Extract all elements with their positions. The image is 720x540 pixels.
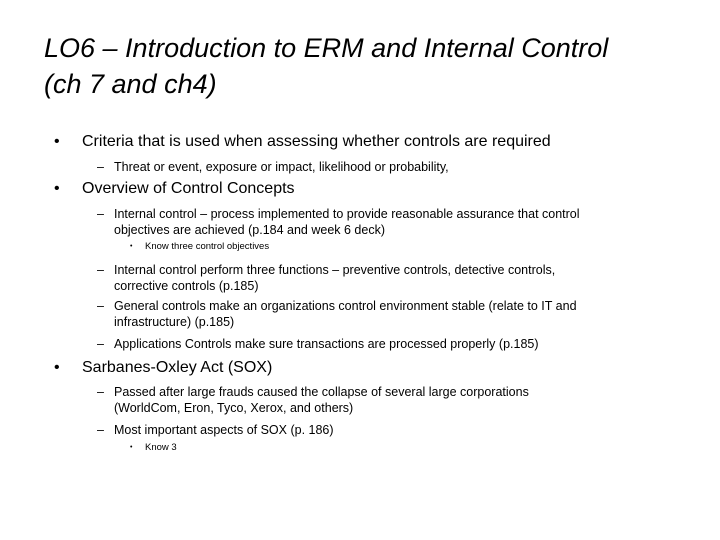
sub-bullet-general-controls-line-1: General controls make an organizations control environment stable (relate to IT and [114, 299, 577, 313]
sub-bullet-application-controls-text: Applications Controls make sure transactions are processed properly (p.185) [114, 337, 539, 351]
sub-bullet-passed-line-2: (WorldCom, Eron, Tyco, Xerox, and others) [114, 401, 354, 415]
sub-bullet-threat-text: Threat or event, exposure or impact, likelihood or probability, [114, 160, 449, 174]
bullet-dot-icon: • [54, 133, 60, 150]
sub-bullet-three-functions-line-2: corrective controls (p.185) [114, 279, 259, 293]
bullet-dot-icon: • [130, 444, 133, 451]
sub-bullet-passed-line-1: Passed after large frauds caused the collapse of several large corporations [114, 385, 529, 399]
slide-title-line-2: (ch 7 and ch4) [44, 69, 217, 99]
slide-title-line-1: LO6 – Introduction to ERM and Internal Control [44, 33, 609, 63]
sub-bullet-aspects-text: Most important aspects of SOX (p. 186) [114, 423, 334, 437]
dash-icon: – [97, 337, 104, 351]
bullet-overview-text: Overview of Control Concepts [82, 180, 295, 197]
sub-bullet-general-controls-line-2: infrastructure) (p.185) [114, 315, 235, 329]
bullet-dot-icon: • [54, 180, 60, 197]
dash-icon: – [97, 160, 104, 174]
dash-icon: – [97, 207, 104, 221]
bullet-sox-text: Sarbanes-Oxley Act (SOX) [82, 359, 273, 376]
bullet-dot-icon: • [130, 243, 133, 250]
sub-sub-bullet-know-3-text: Know 3 [145, 442, 177, 453]
dash-icon: – [97, 423, 104, 437]
sub-bullet-three-functions-line-1: Internal control perform three functions – preventive controls, detective controls, [114, 263, 556, 277]
sub-bullet-internal-control-line-2: objectives are achieved (p.184 and week 6 deck) [114, 223, 385, 237]
bullet-criteria-text: Criteria that is used when assessing whether controls are required [82, 133, 551, 150]
slide-title [44, 30, 684, 102]
dash-icon: – [97, 299, 104, 313]
bullet-dot-icon: • [54, 359, 60, 376]
dash-icon: – [97, 385, 104, 399]
dash-icon: – [97, 263, 104, 277]
sub-bullet-internal-control-line-1: Internal control – process implemented to provide reasonable assurance that control [114, 207, 580, 221]
sub-sub-bullet-objectives-text: Know three control objectives [145, 241, 270, 252]
